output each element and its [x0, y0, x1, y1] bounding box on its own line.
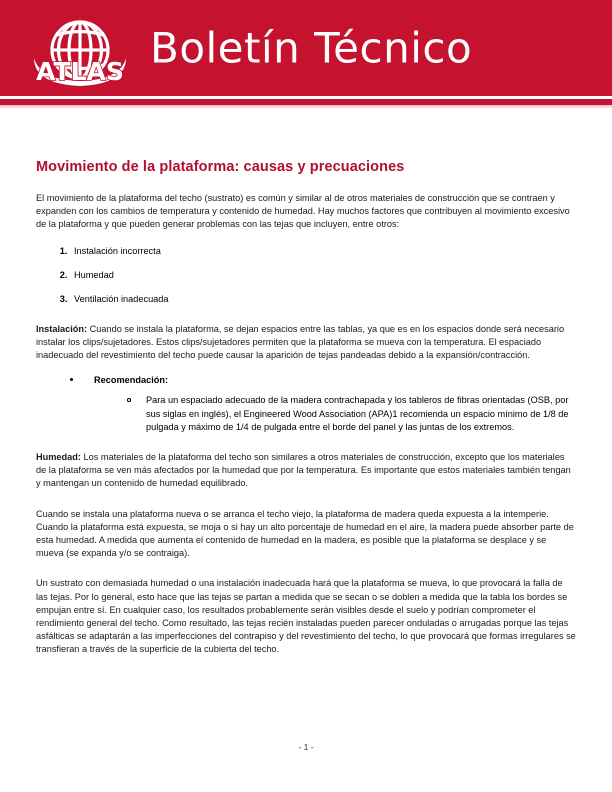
header-title: Boletín Técnico: [150, 23, 473, 73]
atlas-logo-text: ATLAS: [36, 57, 124, 86]
recomendacion-label: Recomendación:: [94, 375, 169, 386]
list-item: 1. Instalación incorrecta: [70, 245, 576, 258]
header-divider-fade: [0, 105, 612, 109]
list-item: [124, 394, 576, 434]
instalacion-paragraph: [36, 323, 576, 363]
causes-list: [36, 245, 576, 306]
page-title: Movimiento de la plataforma: causas y precuaciones: [36, 159, 405, 175]
list-item: 3. Ventilación inadecuada: [70, 293, 576, 306]
humedad-lead-in: Humedad:: [36, 452, 81, 463]
page-footer: [0, 742, 612, 752]
intro-paragraph: El movimiento de la plataforma del techo (sustrato) es común y similar al de otros materiales de construcción que se contraen y expanden con los cambios de temperatura y contenido de humedad. Hay muchos factores que contribuyen al movimiento excesivo de la plataforma y que pueden generar problemas con las tejas que incluyen, entre otros:: [36, 193, 570, 230]
exposure-paragraph: Cuando se instala una plataforma nueva o se arranca el techo viejo, la plataforma de madera queda expuesta a la intemperie. Cuando la plataforma está expuesta, se moja o si hay un alto porcentaje de humedad en el aire, la madera puede absorber parte de esta humedad. A medida que aumenta el contenido de humedad en la madera, es posible que la plataforma se desplace y se mueva (se expanda y/o se contraiga).: [36, 508, 574, 559]
recomendacion-list: [36, 374, 576, 434]
instalacion-text: Cuando se instala la plataforma, se dejan espacios entre las tablas, ya que es en los espacios donde será necesario instalar los clips/sujetadores. Estos clips/sujetadores permiten que la plataforma se mueva con la temperatura. El espaciado inadecuado del revestimiento del techo puede causar la aparición de tejas pandeadas debido a la expansión/contracción.: [36, 323, 565, 361]
recomendacion-detail: Para un espaciado adecuado de la madera contrachapada y los tableros de fibras orientadas (OSB, por sus siglas en inglés), el Engineered Wood Association (APA)1 recomienda un espacio mínimo de 1/8 de pulgada y máximo de 1/4 de pulgada entre el borde del panel y las juntas de los extremos.: [146, 395, 569, 432]
instalacion-lead-in: Instalación:: [36, 323, 88, 334]
globe-icon: [28, 18, 136, 88]
atlas-logo: [28, 18, 136, 88]
list-item: 2. Humedad: [70, 269, 576, 282]
page-header-banner: [0, 0, 612, 96]
bullet-dot-icon: [70, 378, 73, 381]
recomendacion-sub-list: [94, 394, 576, 434]
humedad-text: Los materiales de la plataforma del techo son similares a otros materiales de construcción, excepto que los materiales de la plataforma se ven más afectados por la humedad que por la temperatura. Es importante que estos materiales también tengan y mantengan un contenido de humedad equilibrado.: [36, 452, 571, 489]
failure-paragraph: Un sustrato con demasiada humedad o una instalación inadecuada hará que la plataforma se mueva, lo que provocará la falla de las tejas. Por lo general, esto hace que las tejas se partan a medida que se secan o se doblen a medida que la tabla los bordes se empujan entre sí. En cualquier caso, los resultados probablemente serán visibles desde el suelo y podrían comprometer el rendimiento general del techo. Como resultado, las tejas recién instaladas pueden parecer onduladas o arrugadas porque las tejas asfálticas se adaptarán a las imperfecciones del contrapiso y del revestimiento del techo, lo que provocará que formas irregulares se transfieran a través de la superficie de la cubierta del techo.: [36, 578, 576, 655]
humedad-paragraph: [36, 451, 576, 491]
page-number: - 1 -: [298, 742, 314, 752]
list-item: [66, 374, 576, 434]
bullet-circle-icon: [127, 398, 131, 402]
document-body: [0, 159, 612, 657]
